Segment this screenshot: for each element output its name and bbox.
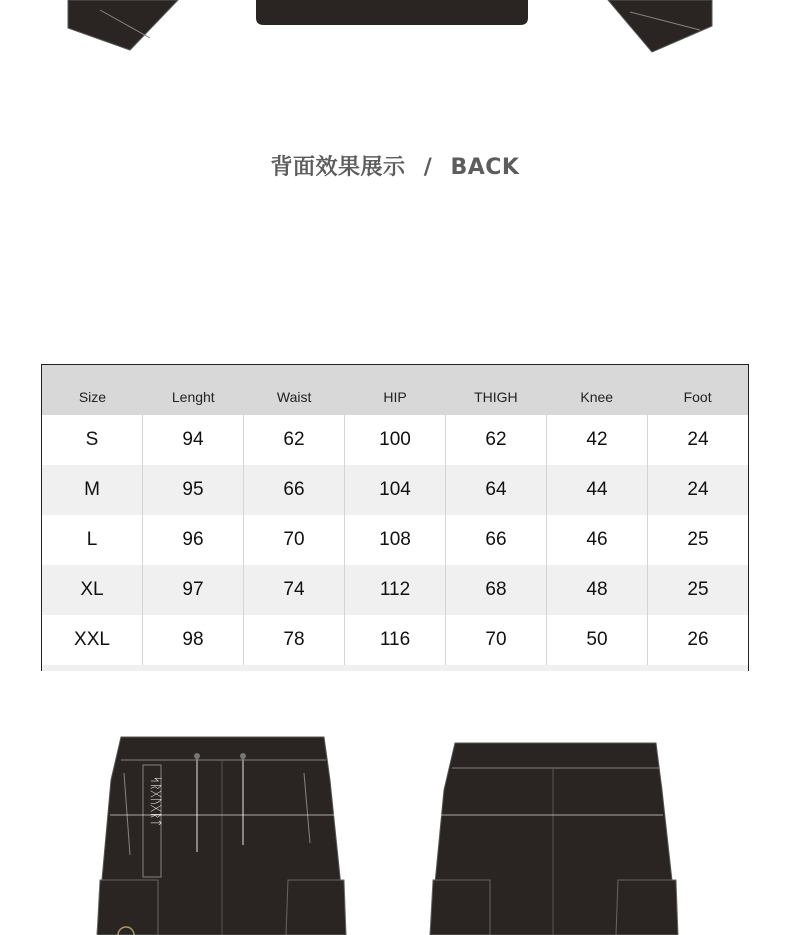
table-cell: L (42, 515, 143, 565)
table-cell: 104 (345, 465, 446, 515)
jacket-back-illustration (0, 0, 790, 60)
table-cell: 108 (345, 515, 446, 565)
table-cell: 46 (547, 515, 648, 565)
header-cell: Waist (276, 389, 312, 405)
table-cell: 112 (345, 565, 446, 615)
back-title-en: BACK (450, 155, 520, 180)
table-row (42, 465, 748, 515)
header-cell: Foot (683, 389, 712, 405)
table-cell: S (42, 415, 143, 465)
table-cell: 97 (143, 565, 244, 615)
table-cell: 98 (143, 615, 244, 665)
back-title-cn: 背面效果展示 (270, 155, 406, 180)
header-cell: Knee (580, 389, 614, 405)
table-cell: 50 (547, 615, 648, 665)
table-cell: 64 (446, 465, 547, 515)
header-cell: THIGH (474, 389, 518, 405)
table-row (42, 515, 748, 565)
table-cell: 70 (244, 515, 345, 565)
table-cell: 95 (143, 465, 244, 515)
table-cell: 96 (143, 515, 244, 565)
strap-lettering: ᛋᚱᚷᚢᚷᚱᛏ (149, 776, 163, 827)
table-header-row (42, 365, 748, 415)
table-cell: 116 (345, 615, 446, 665)
table-cell: 48 (547, 565, 648, 615)
table-cell: 44 (547, 465, 648, 515)
table-cell: 78 (244, 615, 345, 665)
table-cell: XXL (42, 615, 143, 665)
shorts-illustration (0, 720, 790, 935)
table-cell: 24 (687, 479, 709, 500)
table-cell: 42 (547, 415, 648, 465)
header-cell: Lenght (171, 389, 215, 405)
back-title-separator: / (423, 155, 433, 180)
table-cell: M (42, 465, 143, 515)
table-cell: 70 (446, 615, 547, 665)
table-cell: 94 (143, 415, 244, 465)
table-cell: 68 (446, 565, 547, 615)
back-view-title (0, 150, 790, 181)
table-cell: 62 (244, 415, 345, 465)
table-cell: 24 (687, 429, 709, 450)
header-cell: HIP (383, 389, 407, 405)
table-cell: XL (42, 565, 143, 615)
table-cell: 26 (687, 629, 709, 650)
table-row (42, 565, 748, 615)
table-cell: 62 (446, 415, 547, 465)
table-row (42, 415, 748, 465)
table-cell: 66 (244, 465, 345, 515)
table-row (42, 615, 748, 665)
table-cell: 25 (687, 529, 709, 550)
header-cell: Size (78, 389, 107, 405)
size-chart-table (41, 364, 749, 671)
table-footer-strip (42, 665, 748, 671)
shorts-back-illustration (430, 743, 678, 935)
shorts-front-illustration (97, 737, 346, 935)
table-cell: 100 (345, 415, 446, 465)
table-cell: 25 (687, 579, 709, 600)
table-cell: 74 (244, 565, 345, 615)
table-cell: 66 (446, 515, 547, 565)
